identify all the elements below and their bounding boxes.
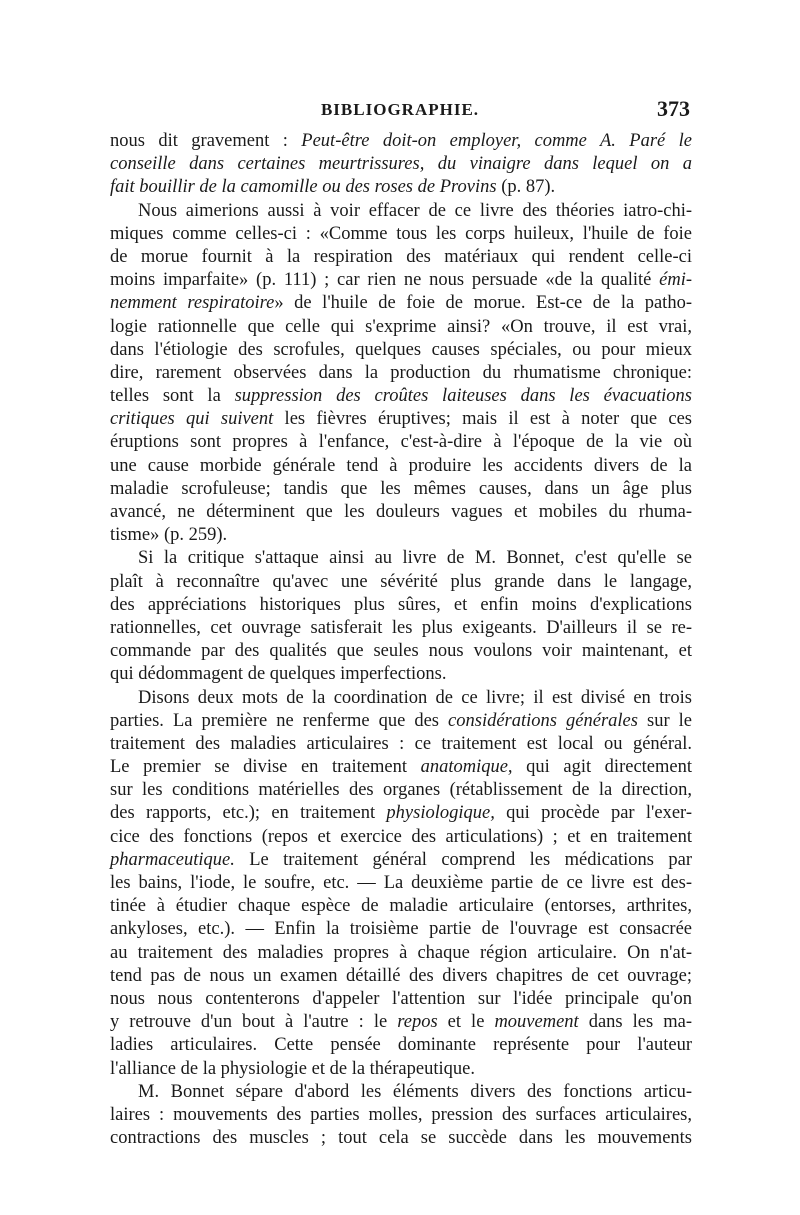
text-segment: des appréciations historiques plus sûres, et enfin moins d'explications: [110, 594, 692, 615]
italic-text-segment: fait bouillir de la camomille ou des roses de Provins: [110, 177, 497, 198]
text-segment: plaît à reconnaître qu'avec une sévérité plus grande dans le langage,: [110, 571, 692, 592]
text-segment: contractions des muscles ; tout cela se succède dans les mouvements: [110, 1128, 692, 1149]
text-line: [110, 200, 692, 223]
page-number: 373: [657, 96, 690, 121]
text-line: [110, 130, 692, 153]
italic-text-segment: mouvement: [494, 1012, 579, 1033]
text-line: [110, 223, 692, 246]
text-line: [110, 153, 692, 176]
italic-text-segment: critiques qui suivent: [110, 409, 274, 430]
text-segment: » de l'huile de foie de morue. Est-ce de la patho-: [274, 293, 692, 314]
text-segment: sur les conditions matérielles des organes (rétablissement de la direction,: [110, 780, 692, 801]
text-line: [110, 988, 692, 1011]
text-line: [110, 918, 692, 941]
text-line: [110, 571, 692, 594]
text-line: [110, 802, 692, 825]
text-segment: y retrouve d'un bout à l'autre : le: [110, 1012, 398, 1033]
text-line: [110, 1058, 692, 1081]
text-line: [110, 965, 692, 988]
text-line: [110, 756, 692, 779]
text-segment: miques comme celles-ci : «Comme tous les corps huileux, l'huile de foie: [110, 223, 692, 244]
text-segment: l'alliance de la physiologie et de la thérapeutique.: [110, 1058, 475, 1079]
italic-text-segment: nemment respiratoire: [110, 293, 275, 314]
text-line: [110, 339, 692, 362]
italic-text-segment: physiologique,: [386, 803, 495, 824]
text-segment: moins imparfaite» (p. 111) ; car rien ne nous persuade «de la qualité: [110, 270, 660, 291]
text-segment: une cause morbide générale tend à produire les accidents divers de la: [110, 455, 692, 476]
text-line: [110, 547, 692, 570]
text-line: [110, 292, 692, 315]
text-line: [110, 849, 692, 872]
text-line: [110, 1081, 692, 1104]
text-segment: dans l'étiologie des scrofules, quelques causes spéciales, ou pour mieux: [110, 339, 692, 360]
text-line: [110, 895, 692, 918]
text-segment: Nous aimerions aussi à voir effacer de ce livre des théories iatro-chi-: [138, 200, 692, 221]
text-segment: éruptions sont propres à l'enfance, c'est-à-dire à l'époque de la vie où: [110, 432, 692, 453]
text-line: [110, 942, 692, 965]
text-line: [110, 1127, 692, 1150]
text-line: [110, 687, 692, 710]
text-line: [110, 408, 692, 431]
text-segment: les fièvres éruptives; mais il est à noter que ces: [273, 409, 692, 430]
text-segment: Le traitement général comprend les médications par: [234, 849, 692, 870]
text-segment: qui agit directement: [512, 757, 692, 778]
italic-text-segment: suppression des croûtes laiteuses dans les évacuations: [234, 386, 692, 407]
text-segment: sur le: [637, 710, 692, 731]
text-line: [110, 501, 692, 524]
text-segment: au traitement des maladies propres à chaque région articulaire. On n'at-: [110, 942, 692, 963]
text-segment: qui dédommagent de quelques imperfections.: [110, 664, 447, 685]
text-segment: M. Bonnet sépare d'abord les éléments divers des fonctions articu-: [138, 1081, 692, 1102]
text-segment: avancé, ne déterminent que les douleurs vagues et mobiles du rhuma-: [110, 502, 692, 522]
text-segment: qui procède par l'exer-: [494, 803, 692, 824]
text-segment: cice des fonctions (repos et exercice des articulations) ; et en traitement: [110, 826, 692, 847]
text-segment: les bains, l'iode, le soufre, etc. — La deuxième partie de ce livre est des-: [110, 873, 692, 893]
text-line: [110, 872, 692, 895]
text-segment: de morue fournit à la respiration des matériaux qui rendent celle-ci: [110, 246, 692, 267]
running-head-title: BIBLIOGRAPHIE.: [320, 100, 480, 119]
text-line: [110, 524, 692, 547]
text-line: [110, 779, 692, 802]
text-segment: nous nous contenterons d'appeler l'attention sur l'idée principale qu'on: [110, 988, 692, 1009]
text-line: [110, 455, 692, 478]
text-segment: nous dit gravement :: [110, 131, 302, 151]
text-line: [110, 478, 692, 501]
text-segment: des rapports, etc.); en traitement: [110, 803, 387, 824]
text-line: [110, 246, 692, 269]
text-segment: maladie scrofuleuse; tandis que les mêmes causes, dans un âge plus: [110, 478, 692, 499]
running-head: [110, 96, 690, 122]
text-segment: parties. La première ne renferme que des: [110, 710, 449, 731]
text-segment: telles sont la: [110, 386, 235, 407]
text-segment: dire, rarement observées dans la production du rhumatisme chronique:: [110, 362, 692, 383]
text-segment: ladies articulaires. Cette pensée dominante représente pour l'auteur: [110, 1035, 692, 1056]
text-line: [110, 733, 692, 756]
text-segment: et le: [437, 1012, 495, 1033]
text-segment: tinée à étudier chaque espèce de maladie articulaire (entorses, arthrites,: [110, 896, 692, 917]
text-segment: logie rationnelle que celle qui s'exprime ainsi? «On trouve, il est vrai,: [110, 316, 692, 337]
italic-text-segment: considérations générales: [448, 710, 638, 731]
text-line: [110, 826, 692, 849]
text-segment: Si la critique s'attaque ainsi au livre de M. Bonnet, c'est qu'elle se: [138, 548, 692, 569]
text-segment: tisme» (p. 259).: [110, 525, 228, 546]
italic-text-segment: émi-: [659, 270, 692, 291]
italic-text-segment: Peut-être doit-on employer, comme A. Paré le: [301, 131, 692, 151]
text-line: [110, 1011, 692, 1034]
text-line: [110, 269, 692, 292]
text-segment: tend pas de nous un examen détaillé des divers chapitres de cet ouvrage;: [110, 965, 692, 986]
text-segment: commande par des qualités que seules nous voulons voir maintenant, et: [110, 641, 692, 662]
text-line: [110, 362, 692, 385]
text-line: [110, 316, 692, 339]
text-segment: Disons deux mots de la coordination de ce livre; il est divisé en trois: [138, 687, 692, 708]
text-segment: ankyloses, etc.). — Enfin la troisième partie de l'ouvrage est consacrée: [110, 919, 692, 940]
text-line: [110, 1034, 692, 1057]
body-text: [110, 130, 692, 1150]
text-line: [110, 176, 692, 199]
text-segment: (p. 87).: [496, 177, 556, 198]
text-segment: rationnelles, cet ouvrage satisferait les plus exigeants. D'ailleurs il se re-: [110, 617, 692, 638]
text-segment: dans les ma-: [578, 1012, 692, 1033]
italic-text-segment: pharmaceutique.: [110, 849, 235, 870]
text-line: [110, 594, 692, 617]
italic-text-segment: conseille dans certaines meurtrissures, du vinaigre dans lequel on a: [110, 154, 692, 175]
text-line: [110, 710, 692, 733]
text-line: [110, 431, 692, 454]
text-line: [110, 640, 692, 663]
text-line: [110, 617, 692, 640]
text-line: [110, 385, 692, 408]
text-segment: laires : mouvements des parties molles, pression des surfaces articulaires,: [110, 1104, 692, 1125]
italic-text-segment: anatomique,: [420, 757, 513, 778]
text-segment: traitement des maladies articulaires : ce traitement est local ou général.: [110, 733, 692, 754]
italic-text-segment: repos: [397, 1012, 438, 1033]
text-segment: Le premier se divise en traitement: [110, 757, 421, 778]
text-line: [110, 663, 692, 686]
text-line: [110, 1104, 692, 1127]
